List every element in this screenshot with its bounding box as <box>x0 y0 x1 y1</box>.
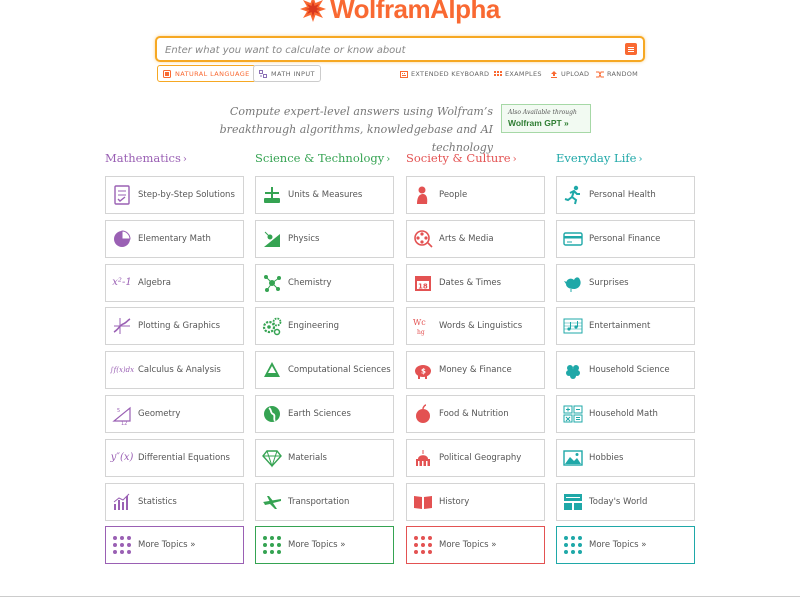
upload-label: UPLOAD <box>561 70 590 78</box>
equals-icon <box>628 49 634 50</box>
topic-computational-sciences[interactable] <box>255 351 394 389</box>
column-title-everyday-life[interactable] <box>556 150 695 166</box>
pie-chart-icon <box>111 228 133 250</box>
topic-step-by-step-solutions[interactable] <box>105 176 244 214</box>
topic-label: Plotting & Graphics <box>138 321 221 332</box>
topic-label: Personal Health <box>589 190 656 200</box>
dashboard-icon <box>562 491 584 513</box>
topic-label: Dates & Times <box>439 277 502 288</box>
credit-card-icon <box>562 228 584 250</box>
topic-label: People <box>439 190 468 200</box>
topic-statistics[interactable] <box>105 483 244 521</box>
topic-hobbies[interactable] <box>556 439 695 477</box>
search-submit-button[interactable] <box>625 43 637 55</box>
chevron-right-icon: › <box>512 154 517 165</box>
logo-text: WolframAlpha <box>330 0 500 24</box>
topic-geometry[interactable] <box>105 395 244 433</box>
svg-text:5: 5 <box>117 408 121 414</box>
topic-label: Engineering <box>288 321 339 332</box>
math-input-toggle[interactable] <box>253 65 321 82</box>
topic-label: Personal Finance <box>589 233 661 244</box>
column-everyday-life <box>556 150 695 551</box>
topic-elementary-math[interactable] <box>105 220 244 258</box>
runner-icon <box>562 184 584 206</box>
wolfram-star-icon <box>300 0 326 22</box>
tagline-line-1: Compute expert-level answers using Wolfram’s <box>229 105 493 118</box>
svg-text:18: 18 <box>418 282 428 291</box>
piggy-bank-icon <box>412 359 434 381</box>
column-society-culture <box>406 150 545 551</box>
physics-icon <box>261 228 283 250</box>
natural-language-icon <box>163 70 171 78</box>
topic-engineering[interactable] <box>255 307 394 345</box>
topic-label: More Topics » <box>589 540 647 551</box>
topic-algebra[interactable] <box>105 264 244 302</box>
svg-text:12: 12 <box>121 421 128 425</box>
triangle-icon <box>111 403 133 425</box>
topic-words-linguistics[interactable] <box>406 307 545 345</box>
capitol-icon <box>412 447 434 469</box>
column-title-mathematics[interactable] <box>105 150 244 166</box>
calendar-icon <box>412 272 434 294</box>
svg-text:$: $ <box>421 367 426 376</box>
chevron-right-icon: › <box>638 154 643 165</box>
random-label: RANDOM <box>607 70 639 78</box>
topic-label: Materials <box>288 452 327 463</box>
book-icon <box>412 491 434 513</box>
upload-icon <box>550 71 558 78</box>
pyramid-icon <box>261 359 283 381</box>
topic-label: Differential Equations <box>138 452 230 463</box>
topic-household-math[interactable] <box>556 395 695 433</box>
shuffle-icon <box>596 71 604 78</box>
picture-icon <box>562 447 584 469</box>
more-topics-society-culture-button[interactable] <box>406 526 545 564</box>
airplane-icon <box>261 491 283 513</box>
topic-label: Elementary Math <box>138 233 211 244</box>
topic-label: Units & Measures <box>288 190 363 200</box>
topic-differential-equations[interactable] <box>105 439 244 477</box>
search-box[interactable] <box>155 36 645 62</box>
column-title-society-culture[interactable] <box>406 150 545 166</box>
topic-personal-finance[interactable] <box>556 220 695 258</box>
examples-button[interactable] <box>494 70 542 78</box>
tagline-line-2: breakthrough algorithms, knowledgebase and AI technology <box>219 123 493 154</box>
svg-text:Wc: Wc <box>413 318 426 328</box>
molecule-icon <box>261 272 283 294</box>
topic-calculus-analysis[interactable] <box>105 351 244 389</box>
more-topics-everyday-life-button[interactable] <box>556 526 695 564</box>
topic-food-nutrition[interactable] <box>406 395 545 433</box>
keyboard-icon <box>400 71 408 78</box>
search-input[interactable] <box>165 40 605 62</box>
topic-label: Step-by-Step Solutions <box>138 190 235 200</box>
person-icon <box>412 184 434 206</box>
berry-icon <box>562 359 584 381</box>
examples-label: EXAMPLES <box>505 70 542 78</box>
tagline <box>190 103 493 157</box>
chicken-icon <box>562 272 584 294</box>
random-button[interactable] <box>596 70 638 78</box>
column-mathematics <box>105 150 244 551</box>
more-topics-mathematics-button[interactable] <box>105 526 244 564</box>
gears-icon <box>261 315 283 337</box>
topic-label: Geometry <box>138 409 181 419</box>
topic-label: Household Math <box>589 409 658 419</box>
topic-label: More Topics » <box>138 540 196 551</box>
topic-dates-times[interactable] <box>406 264 545 302</box>
music-icon <box>562 315 584 337</box>
column-title-text: Science & Technology <box>255 151 385 165</box>
topic-political-geography[interactable] <box>406 439 545 477</box>
dots-grid-icon <box>412 534 434 556</box>
math-input-label: MATH INPUT <box>271 69 315 78</box>
topic-label: Physics <box>288 233 320 244</box>
gpt-banner-subtitle: Also Available through <box>508 109 577 116</box>
topic-label: Arts & Media <box>439 233 494 244</box>
column-title-text: Mathematics <box>105 151 181 165</box>
chevron-right-icon: › <box>182 154 187 165</box>
column-title-text: Society & Culture <box>406 151 511 165</box>
integral-icon: ∫f(x)dx <box>109 366 135 375</box>
topic-earth-sciences[interactable] <box>255 395 394 433</box>
topic-chemistry[interactable] <box>255 264 394 302</box>
topic-history[interactable] <box>406 483 545 521</box>
topic-label: Transportation <box>288 496 350 507</box>
topic-label: Entertainment <box>589 321 651 332</box>
svg-text:hg: hg <box>417 329 425 337</box>
topic-label: Earth Sciences <box>288 409 351 419</box>
apple-icon <box>412 403 434 425</box>
topic-label: Computational Sciences <box>288 365 391 376</box>
topic-materials[interactable] <box>255 439 394 477</box>
bar-chart-icon <box>111 491 133 513</box>
upload-button[interactable] <box>550 70 589 78</box>
topic-surprises[interactable] <box>556 264 695 302</box>
topic-today-s-world[interactable] <box>556 483 695 521</box>
topic-household-science[interactable] <box>556 351 695 389</box>
topic-label: Political Geography <box>439 452 522 463</box>
examples-grid-icon <box>494 71 502 78</box>
topic-label: Algebra <box>138 277 171 288</box>
natural-language-toggle[interactable] <box>157 65 256 82</box>
differential-icon: y″(x) <box>110 452 134 464</box>
natural-language-label: NATURAL LANGUAGE <box>175 69 250 78</box>
dots-grid-icon <box>111 534 133 556</box>
topic-transportation[interactable] <box>255 483 394 521</box>
extended-keyboard-button[interactable] <box>400 70 489 78</box>
diamond-icon <box>261 447 283 469</box>
topic-label: Calculus & Analysis <box>138 365 221 376</box>
topic-personal-health[interactable] <box>556 176 695 214</box>
step-by-step-icon <box>111 184 133 206</box>
calculator-icon <box>562 403 584 425</box>
topic-label: History <box>439 496 470 507</box>
topic-entertainment[interactable] <box>556 307 695 345</box>
plot-icon <box>111 315 133 337</box>
column-title-text: Everyday Life <box>556 151 637 165</box>
math-input-icon <box>259 70 267 78</box>
chevron-right-icon: › <box>386 154 391 165</box>
topic-label: Hobbies <box>589 452 624 463</box>
topic-label: Words & Linguistics <box>439 321 523 332</box>
logo[interactable] <box>0 0 800 22</box>
topic-label: Surprises <box>589 277 629 288</box>
gpt-banner-link[interactable]: Wolfram GPT » <box>508 118 569 128</box>
dots-grid-icon <box>261 534 283 556</box>
topic-label: Statistics <box>138 496 177 507</box>
topic-label: More Topics » <box>439 540 497 551</box>
wolfram-gpt-banner[interactable] <box>501 104 591 133</box>
topic-label: Today's World <box>589 496 648 507</box>
topic-label: Household Science <box>589 365 670 376</box>
globe-icon <box>261 403 283 425</box>
column-science-technology <box>255 150 394 551</box>
topic-label: More Topics » <box>288 540 346 551</box>
topic-physics[interactable] <box>255 220 394 258</box>
topic-people[interactable] <box>406 176 545 214</box>
topic-label: Chemistry <box>288 277 332 288</box>
topic-plotting-graphics[interactable] <box>105 307 244 345</box>
topic-label: Money & Finance <box>439 365 512 376</box>
topic-label: Food & Nutrition <box>439 409 509 419</box>
topic-money-finance[interactable] <box>406 351 545 389</box>
letters-icon <box>412 315 434 337</box>
film-reel-icon <box>412 228 434 250</box>
extended-keyboard-label: EXTENDED KEYBOARD <box>411 70 490 78</box>
scale-icon <box>261 184 283 206</box>
footer-divider <box>0 596 800 597</box>
algebra-icon: x²-1 <box>112 277 132 289</box>
more-topics-science-technology-button[interactable] <box>255 526 394 564</box>
topic-units-measures[interactable] <box>255 176 394 214</box>
column-title-science-technology[interactable] <box>255 150 394 166</box>
topic-arts-media[interactable] <box>406 220 545 258</box>
dots-grid-icon <box>562 534 584 556</box>
